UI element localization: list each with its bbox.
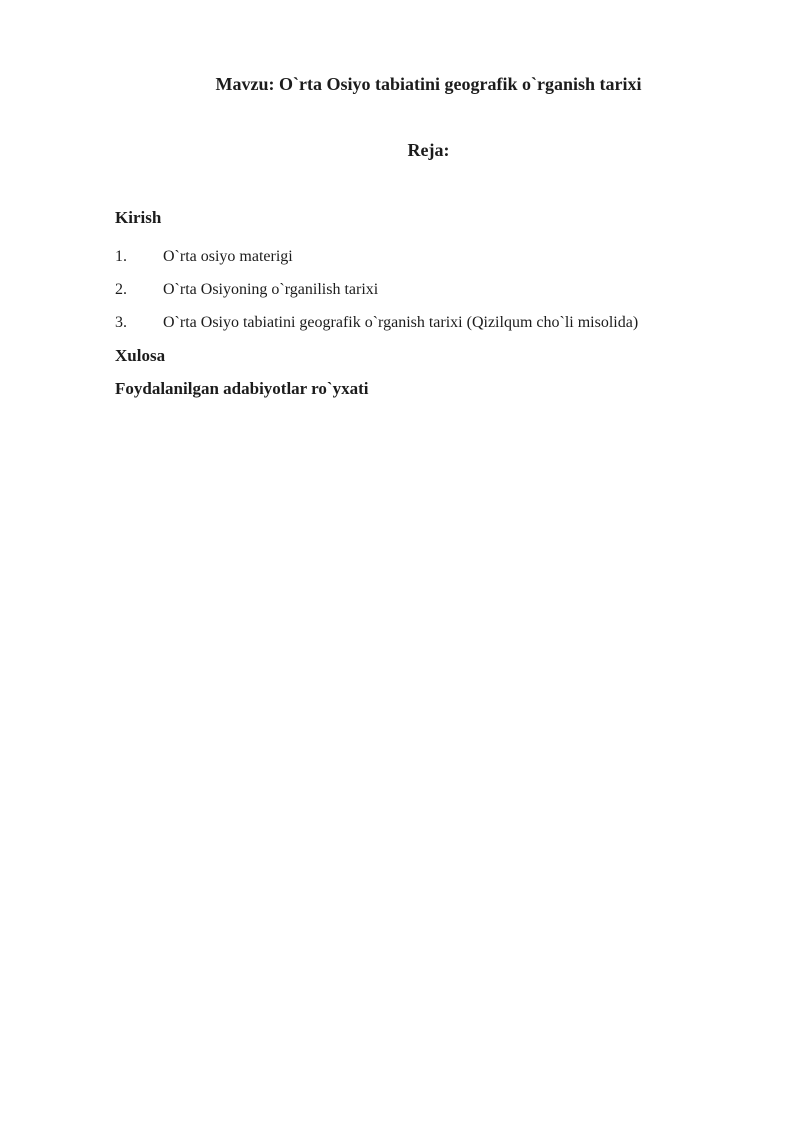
plan-heading: Reja: (407, 140, 450, 160)
intro-heading: Kirish (115, 208, 162, 227)
references-heading: Foydalanilgan adabiyotlar ro`yxati (115, 379, 369, 398)
outline-item-text: O`rta Osiyoning o`rganilish tarixi (163, 281, 379, 298)
document-title: Mavzu: O`rta Osiyo tabiatini geografik o`rganish tarixi (215, 74, 642, 94)
outline-list (115, 240, 742, 339)
outline-item-number: 2. (115, 281, 127, 298)
outline-item (115, 273, 742, 306)
outline-item-number: 3. (115, 314, 127, 331)
conclusion-heading: Xulosa (115, 346, 166, 365)
outline-item-text: O`rta Osiyo tabiatini geografik o`rganish tarixi (Qizilqum cho`li misolida) (163, 314, 639, 331)
outline-item (115, 306, 742, 339)
outline-item-number: 1. (115, 248, 127, 265)
outline-item (115, 240, 742, 273)
outline-item-text: O`rta osiyo materigi (163, 248, 293, 265)
